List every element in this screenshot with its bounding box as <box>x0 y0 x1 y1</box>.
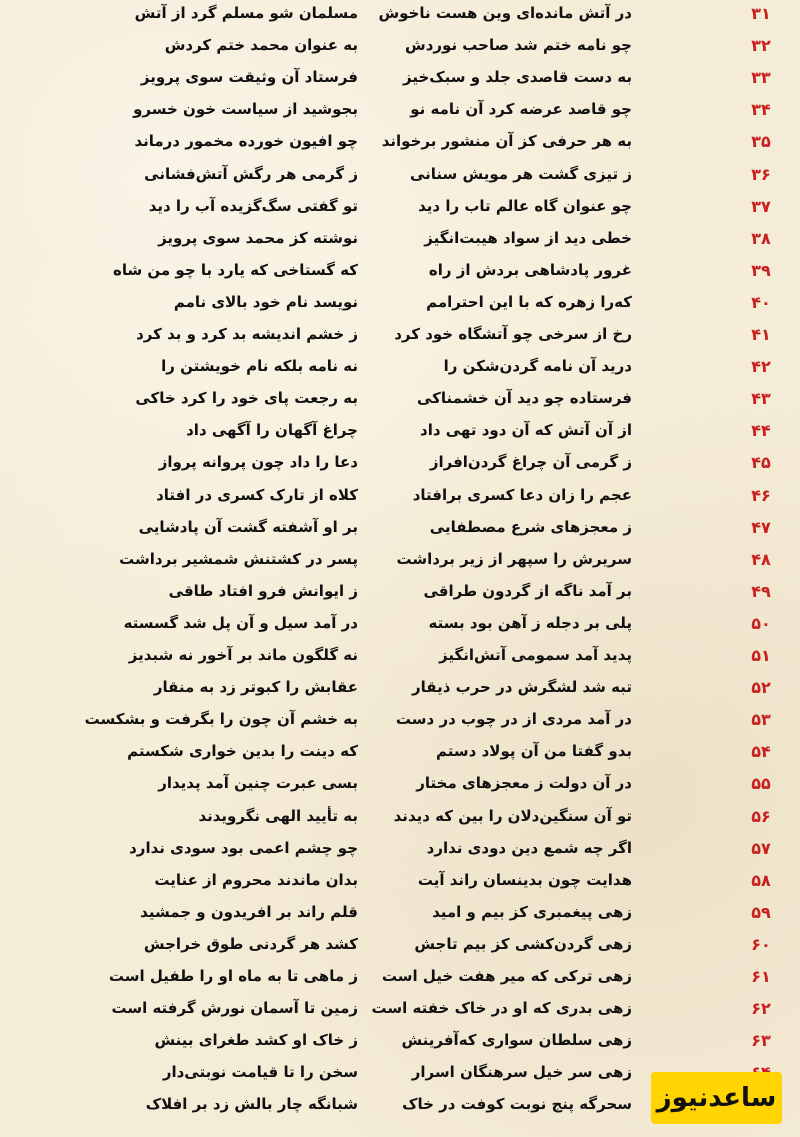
verse-row <box>0 163 800 195</box>
verse-row <box>0 2 800 34</box>
verse-number: ۳۴ <box>751 100 771 120</box>
verse-row <box>0 805 800 837</box>
verse-number: ۶۳ <box>751 1031 771 1051</box>
second-hemistich: به رجعت پای خود را کرد خاکی <box>135 389 358 408</box>
second-hemistich: نه گلگون ماند بر آخور نه شبدیز <box>128 646 358 664</box>
first-hemistich: سریرش را سپهر از زیر برداشت <box>396 549 632 568</box>
verse-number: ۳۵ <box>751 132 771 152</box>
verse-row <box>0 740 800 772</box>
verse-row <box>0 997 800 1029</box>
verse-row <box>0 869 800 901</box>
first-hemistich: تو آن سنگین‌دلان را بین که دیدند <box>393 806 632 825</box>
second-hemistich: چو افیون خورده مخمور درماند <box>134 132 358 151</box>
verse-row <box>0 580 800 612</box>
verse-number: ۴۹ <box>751 581 771 601</box>
verse-row <box>0 355 800 387</box>
second-hemistich: چراغ آگهان را آگهی داد <box>186 421 358 440</box>
verse-number: ۳۷ <box>751 196 771 216</box>
first-hemistich: تبه شد لشگرش در حرب ذیقار <box>412 678 632 697</box>
second-hemistich: ز گرمی هر رگش آتش‌فشانی <box>144 164 358 183</box>
verse-row <box>0 644 800 676</box>
first-hemistich: بر آمد ناگه از گردون طراقی <box>423 581 632 600</box>
verse-number: ۳۳ <box>751 68 771 88</box>
first-hemistich: ز معجزهای شرع مصطفایی <box>429 517 632 536</box>
second-hemistich: نه نامه بلکه نام خویشتن را <box>161 357 358 376</box>
verse-number: ۵۸ <box>751 870 771 890</box>
second-hemistich: قلم راند بر افریدون و جمشید <box>140 902 358 921</box>
first-hemistich: فرستاده چو دید آن خشمناکی <box>416 389 632 408</box>
verse-row <box>0 965 800 997</box>
verse-row <box>0 451 800 483</box>
first-hemistich: اگر چه شمع دین دودی ندارد <box>426 838 632 857</box>
verse-number: ۵۷ <box>751 838 771 858</box>
verse-number: ۳۱ <box>751 4 771 23</box>
verse-number: ۴۰ <box>751 292 771 312</box>
verse-number: ۴۴ <box>751 421 771 441</box>
second-hemistich: بدان ماندند محروم از عنایت <box>154 870 358 889</box>
first-hemistich: زهی بدری که او در خاک خفته است <box>371 999 632 1018</box>
second-hemistich: ز ماهی تا به ماه او را طفیل است <box>108 967 358 985</box>
verse-row <box>0 259 800 291</box>
second-hemistich: عقابش را کبوتر زد به منقار <box>153 678 358 697</box>
verse-number: ۵۳ <box>751 710 771 730</box>
verse-row <box>0 1029 800 1061</box>
first-hemistich: زهی پیغمبری کز بیم و امید <box>432 902 632 921</box>
first-hemistich: درید آن نامه گردن‌شکن را <box>443 357 632 376</box>
verse-row <box>0 34 800 66</box>
first-hemistich: بدو گفتا من آن پولاد دستم <box>436 742 632 761</box>
verse-number: ۳۹ <box>751 260 771 280</box>
first-hemistich: در آتش مانده‌ای وین هست ناخوش <box>378 4 632 22</box>
first-hemistich: زهی گردن‌کشی کز بیم تاجش <box>414 934 632 953</box>
verse-row <box>0 516 800 548</box>
first-hemistich: در آن دولت ز معجزهای مختار <box>416 774 632 793</box>
second-hemistich: کشد هر گردنی طوق خراجش <box>143 934 358 953</box>
verse-number: ۴۷ <box>751 517 771 537</box>
first-hemistich: عجم را زان دعا کسری برافتاد <box>412 485 632 504</box>
saednews-logo[interactable] <box>651 1072 782 1124</box>
first-hemistich: غرور پادشاهی بردش از راه <box>428 260 632 279</box>
verse-number: ۵۴ <box>751 742 771 762</box>
first-hemistich: چو قاصد عرضه کرد آن نامه نو <box>410 100 632 119</box>
verse-row <box>0 772 800 804</box>
second-hemistich: ز ایوانش فرو افتاد طاقی <box>168 581 358 600</box>
second-hemistich: سخن را تا قیامت نوبتی‌دار <box>162 1063 358 1082</box>
second-hemistich: ز خاک او کشد طغرای بینش <box>154 1031 358 1050</box>
verse-row <box>0 676 800 708</box>
verse-number: ۶۱ <box>751 967 771 986</box>
verse-number: ۶۲ <box>751 999 771 1019</box>
second-hemistich: چو چشم اعمی بود سودی ندارد <box>129 838 358 857</box>
verse-row <box>0 195 800 227</box>
second-hemistich: بر او آشفته گشت آن پادشایی <box>138 517 358 536</box>
verse-number: ۵۲ <box>751 678 771 698</box>
second-hemistich: نویسد نام خود بالای نامم <box>173 292 358 311</box>
verse-row <box>0 612 800 644</box>
verse-row <box>0 291 800 323</box>
verse-row <box>0 387 800 419</box>
verse-row <box>0 708 800 740</box>
second-hemistich: زمین تا آسمان نورش گرفته است <box>111 999 358 1018</box>
second-hemistich: که دینت را بدین خواری شکستم <box>127 742 358 761</box>
first-hemistich: در آمد مردی از در چوب در دست <box>395 710 632 729</box>
second-hemistich: کلاه از تارک کسری در افتاد <box>156 485 358 504</box>
second-hemistich: شبانگه چار بالش زد بر افلاک <box>145 1095 358 1114</box>
first-hemistich: سحرگه پنج نوبت کوفت در خاک <box>402 1095 632 1114</box>
verse-row <box>0 227 800 259</box>
verse-number: ۴۶ <box>751 485 771 505</box>
logo-text: ساعدنیوز <box>656 1083 777 1113</box>
first-hemistich: ز گرمی آن چراغ گردن‌افراز <box>429 453 632 472</box>
first-hemistich: چو عنوان گاه عالم تاب را دید <box>418 196 632 215</box>
verse-row <box>0 548 800 580</box>
first-hemistich: پلی بر دجله ز آهن بود بسته <box>428 613 632 632</box>
verse-row <box>0 901 800 933</box>
second-hemistich: که گستاخی که یارد با چو من شاه <box>112 260 358 279</box>
verse-number: ۴۲ <box>751 357 771 377</box>
second-hemistich: پسر در کشتنش شمشیر برداشت <box>119 549 358 568</box>
verse-number: ۳۶ <box>751 164 771 184</box>
verse-row <box>0 98 800 130</box>
first-hemistich: پدید آمد سمومی آتش‌انگیز <box>439 646 632 664</box>
verse-number: ۳۸ <box>751 228 771 248</box>
first-hemistich: به هر حرفی کز آن منشور برخواند <box>381 132 632 151</box>
second-hemistich: دعا را داد چون پروانه پرواز <box>158 453 358 472</box>
verse-row <box>0 933 800 965</box>
first-hemistich: زهی ترکی که میر هفت خیل است <box>381 967 632 985</box>
first-hemistich: از آن آتش که آن دود تهی داد <box>420 421 632 440</box>
verse-number: ۵۵ <box>751 774 771 794</box>
verse-number: ۳۲ <box>751 36 771 56</box>
verse-number: ۴۱ <box>751 325 771 344</box>
first-hemistich: رخ از سرخی چو آتشگاه خود کرد <box>394 325 632 343</box>
first-hemistich: هدایت چون بدینسان راند آیت <box>417 870 632 889</box>
verse-row <box>0 66 800 98</box>
verse-row <box>0 130 800 162</box>
verse-number: ۴۸ <box>751 549 771 569</box>
first-hemistich: زهی سر خیل سرهنگان اسرار <box>411 1063 632 1082</box>
second-hemistich: به خشم آن چون را بگرفت و بشکست <box>84 710 358 729</box>
second-hemistich: تو گفتی سگ‌گزیده آب را دید <box>148 196 358 215</box>
first-hemistich: زهی سلطان سواری که‌آفرینش <box>401 1031 632 1050</box>
verse-number: ۵۶ <box>751 806 771 826</box>
verse-number: ۴۵ <box>751 453 771 473</box>
second-hemistich: به عنوان محمد ختم کردش <box>164 36 358 55</box>
second-hemistich: نوشته کز محمد سوی پرویز <box>158 228 358 247</box>
verse-number: ۴۳ <box>751 389 771 409</box>
first-hemistich: چو نامه ختم شد صاحب نوردش <box>405 36 632 55</box>
first-hemistich: خطی دید از سواد هیبت‌انگیز <box>424 228 632 247</box>
verse-row <box>0 419 800 451</box>
first-hemistich: که‌را زهره که با این احترامم <box>426 292 632 311</box>
second-hemistich: بجوشید از سیاست خون خسرو <box>133 100 358 119</box>
second-hemistich: در آمد سیل و آن پل شد گسسته <box>123 613 358 632</box>
verse-row <box>0 323 800 355</box>
second-hemistich: فرستاد آن وثیقت سوی پرویز <box>140 68 358 87</box>
first-hemistich: ز تیزی گشت هر مویش سنانی <box>409 164 632 183</box>
verse-number: ۶۰ <box>751 934 771 954</box>
second-hemistich: مسلمان شو مسلم گرد از آتش <box>134 4 358 22</box>
verse-row <box>0 837 800 869</box>
verse-row <box>0 484 800 516</box>
verse-number: ۵۹ <box>751 902 771 922</box>
second-hemistich: ز خشم اندیشه بد کرد و بد کرد <box>136 325 358 343</box>
second-hemistich: به تأیید الهی نگرویدند <box>198 806 358 825</box>
verse-number: ۵۰ <box>751 613 771 633</box>
first-hemistich: به دست قاصدی جلد و سبک‌خیز <box>403 68 632 87</box>
second-hemistich: بسی عبرت چنین آمد پدیدار <box>158 774 358 793</box>
verse-number: ۵۱ <box>751 646 771 665</box>
